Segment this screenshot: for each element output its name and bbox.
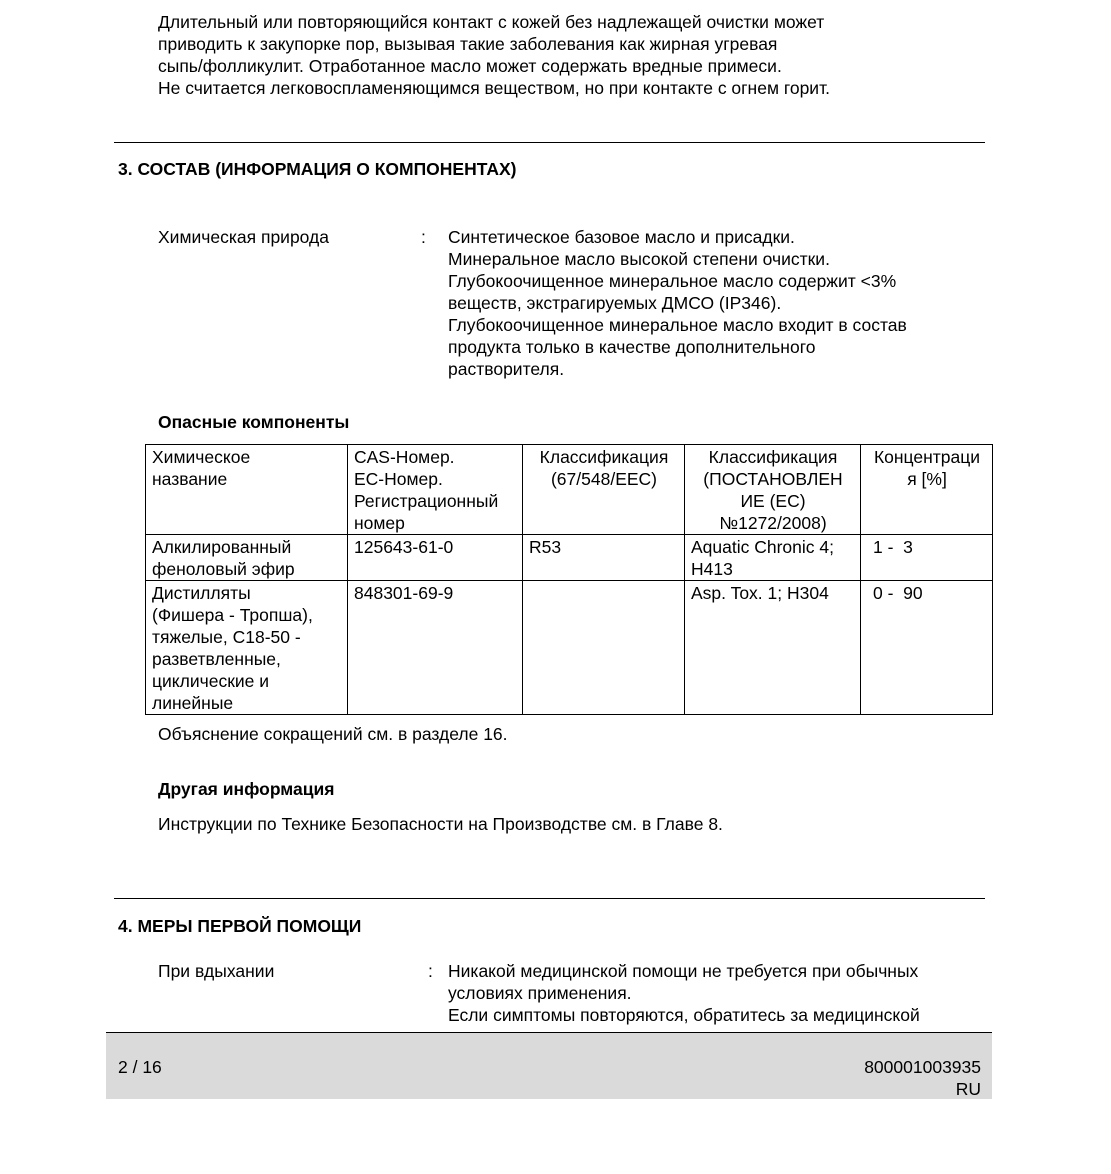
other-information-text: Инструкции по Технике Безопасности на Производстве см. в Главе 8. [158,814,723,834]
inhalation-line: Никакой медицинской помощи не требуется при обычных [448,961,919,981]
inhalation-line: условиях применения. [448,983,632,1003]
header-text: Концентраци [873,447,981,467]
header-text: (ПОСТАНОВЛЕН [703,469,843,489]
header-text: я [%] [907,469,947,489]
chemical-nature-label: Химическая природа [158,227,329,247]
header-text: Классификация [539,447,669,467]
intro-paragraph [158,11,830,99]
cell-text: Aquatic Chronic 4; [691,537,834,557]
cell-chemical-name [146,581,348,715]
header-text: №1272/2008) [719,513,827,533]
cell-text: линейные [152,693,234,713]
table-row [146,535,993,581]
header-text: Химическое [152,447,251,467]
header-text: номер [354,513,405,533]
chemical-nature-line: веществ, экстрагируемых ДМСО (IP346). [448,293,782,313]
section-4-title: 4. МЕРЫ ПЕРВОЙ ПОМОЩИ [118,916,362,936]
header-text: CAS-Номер. [354,447,455,467]
chemical-nature-line: растворителя. [448,359,565,379]
cell-cas-number: 125643-61-0 [348,535,523,581]
intro-line: Не считается легковоспламеняющимся веществом, но при контакте с огнем горит. [158,78,831,98]
cell-classification-ec [685,581,861,715]
header-text: (67/548/EEC) [550,469,658,489]
header-classification-eec [523,445,685,535]
intro-line: сыпь/фолликулит. Отработанное масло может содержать вредные примеси. [158,56,782,76]
cell-text: Алкилированный [152,537,292,557]
table-row [146,581,993,715]
cell-text: разветвленные, [152,649,281,669]
language-code: RU [955,1079,981,1099]
inhalation-line: Если симптомы повторяются, обратитесь за медицинской [448,1005,920,1025]
header-chemical-name [146,445,348,535]
section-divider [114,898,985,899]
header-text: название [152,469,228,489]
hazardous-components-heading: Опасные компоненты [158,412,350,432]
section-3-title: 3. СОСТАВ (ИНФОРМАЦИЯ О КОМПОНЕНТАХ) [118,159,517,179]
header-concentration [861,445,993,535]
table-header-row [146,445,993,535]
header-cas-number [348,445,523,535]
cell-text: Asp. Tox. 1; H304 [691,583,829,603]
header-classification-ec [685,445,861,535]
page-number: 2 / 16 [118,1057,162,1077]
chemical-nature-value [448,226,907,380]
header-text: EC-Номер. [354,469,443,489]
cell-text: Дистилляты [152,583,251,603]
chemical-nature-line: Минеральное масло высокой степени очистки. [448,249,830,269]
header-text: ИЕ (EC) [740,491,806,511]
document-id: 800001003935 [864,1057,981,1077]
cell-text: циклические и [152,671,270,691]
header-text: Регистрационный [354,491,499,511]
cell-text: (Фишера - Тропша), [152,605,313,625]
chemical-nature-line: Синтетическое базовое масло и присадки. [448,227,795,247]
colon-separator: : [421,227,426,247]
page-footer [106,1032,992,1099]
inhalation-value [448,960,920,1026]
cell-chemical-name [146,535,348,581]
hazardous-components-table [145,444,993,715]
chemical-nature-line: Глубокоочищенное минеральное масло содержит <3% [448,271,897,291]
cell-text: тяжелые, C18-50 - [152,627,301,647]
colon-separator: : [428,961,433,981]
cell-text: феноловый эфир [152,559,295,579]
other-information-heading: Другая информация [158,779,335,799]
section-divider [114,142,985,143]
cell-text: H413 [691,559,733,579]
intro-line: приводить к закупорке пор, вызывая такие заболевания как жирная угревая [158,34,778,54]
cell-concentration: 0 - 90 [861,581,993,715]
chemical-nature-line: продукта только в качестве дополнительного [448,337,816,357]
abbreviation-note: Объяснение сокращений см. в разделе 16. [158,724,508,744]
cell-classification-eec: R53 [523,535,685,581]
header-text: Классификация [708,447,838,467]
chemical-nature-line: Глубокоочищенное минеральное масло входит в состав [448,315,907,335]
footer-divider [106,1032,992,1033]
cell-classification-ec [685,535,861,581]
cell-concentration: 1 - 3 [861,535,993,581]
intro-line: Длительный или повторяющийся контакт с кожей без надлежащей очистки может [158,12,825,32]
cell-cas-number: 848301-69-9 [348,581,523,715]
cell-classification-eec [523,581,685,715]
inhalation-label: При вдыхании [158,961,275,981]
